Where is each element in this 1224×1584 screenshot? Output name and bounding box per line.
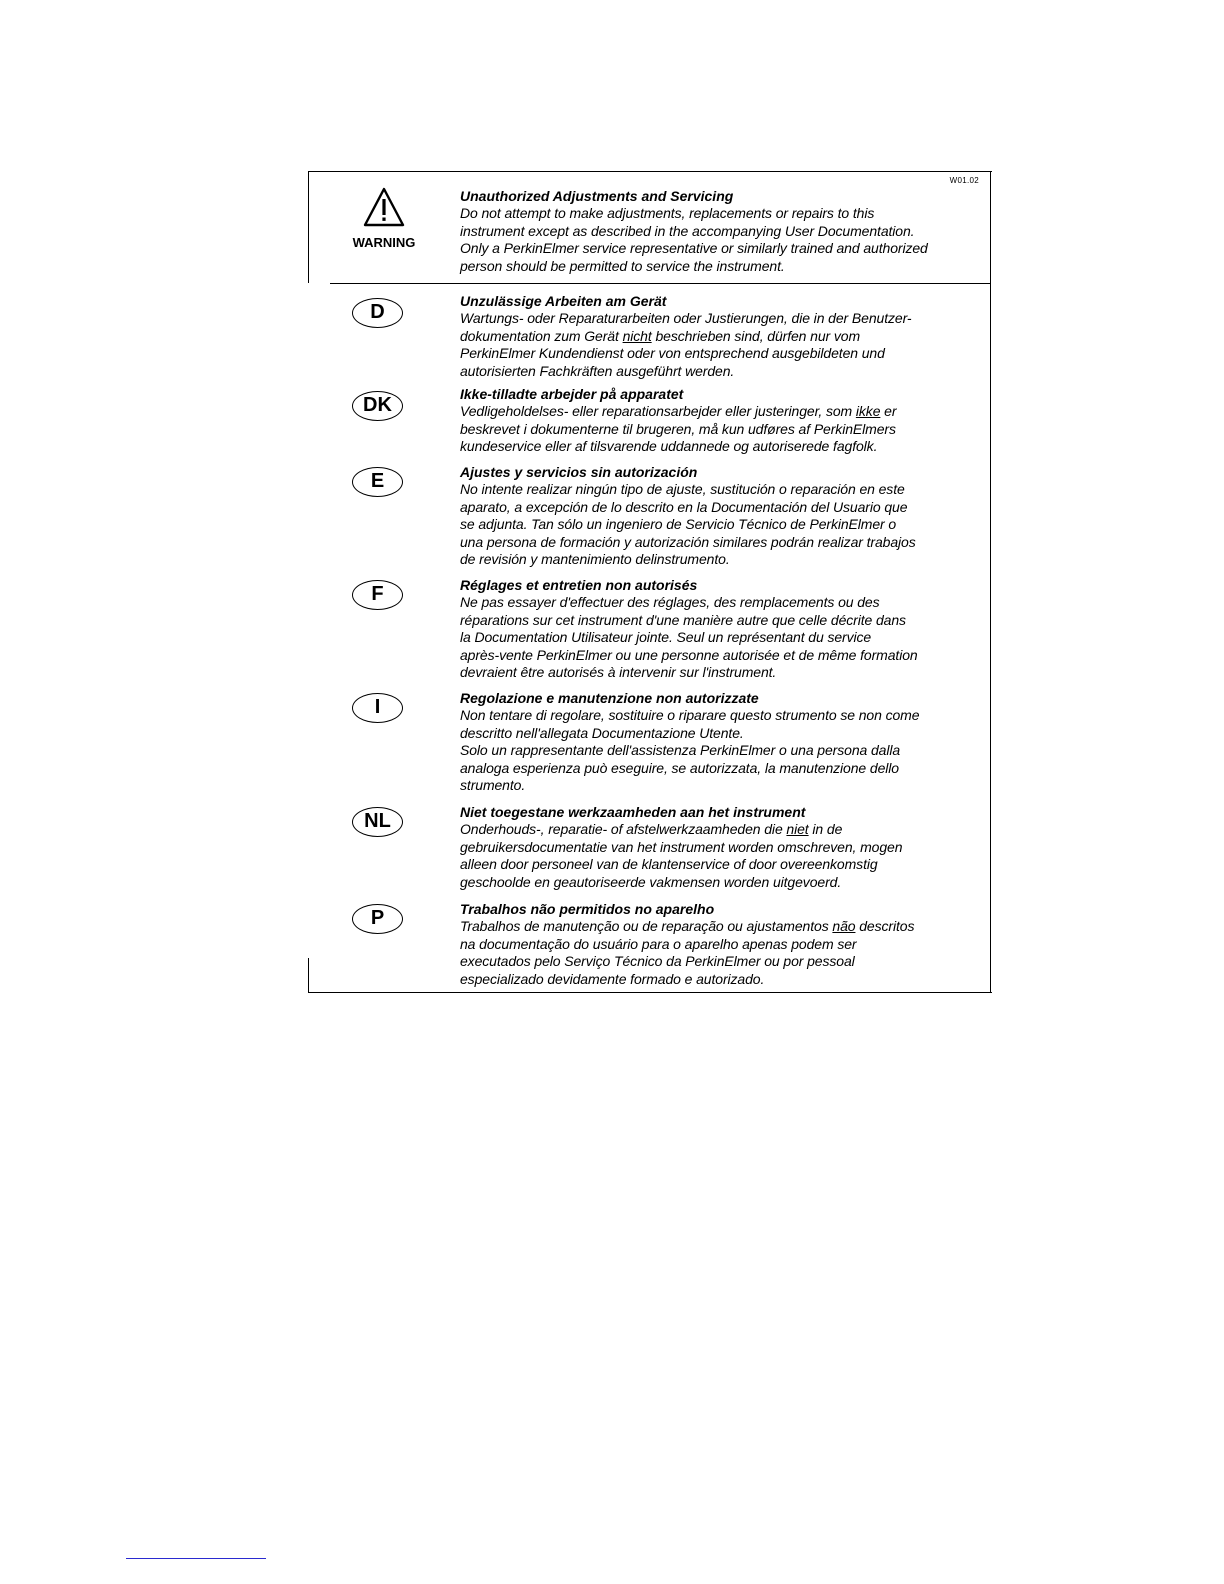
section-danish (460, 386, 986, 456)
warning-triangle-icon (362, 186, 406, 228)
emphasized-word: nicht (622, 327, 652, 344)
language-badge-it: I (352, 693, 403, 723)
box-left-border-top (308, 171, 309, 283)
french-line: réparations sur cet instrument d'une manière autre que celle décrite dans (460, 611, 906, 628)
portuguese-title: Trabalhos não permitidos no aparelho (460, 901, 715, 917)
english-line: Only a PerkinElmer service representative or similarly trained and authorized (460, 240, 928, 257)
german-line: dokumentation zum Gerät nicht beschrieben sind, dürfen nur vom (460, 327, 861, 344)
spanish-line: aparato, a excepción de lo descrito en la Documentación del Usuario que (460, 498, 908, 515)
language-badge-es: E (352, 467, 403, 497)
portuguese-line: Trabalhos de manutenção ou de reparação ou ajustamentos não descritos (460, 918, 915, 934)
emphasized-word: niet (786, 821, 809, 837)
language-badge-de: D (352, 298, 403, 328)
german-line: autorisierten Fachkräften ausgeführt werden. (460, 362, 735, 379)
portuguese-line: na documentação do usuário para o aparelho apenas podem ser (460, 935, 857, 952)
warning-label: WARNING (352, 235, 416, 250)
german-line: PerkinElmer Kundendienst oder von entsprechend ausgebildeten und (460, 345, 885, 362)
notice-code: W01.02 (949, 176, 979, 185)
english-line: instrument except as described in the accompanying User Documentation. (460, 222, 915, 239)
spanish-line: de revisión y mantenimiento delinstrumento. (460, 551, 730, 568)
dutch-title: Niet toegestane werkzaamheden aan het instrument (460, 804, 806, 820)
language-badge-fr: F (352, 580, 403, 610)
spanish-line: se adjunta. Tan sólo un ingeniero de Servicio Técnico de PerkinElmer o (460, 516, 897, 533)
german-title: Unzulässige Arbeiten am Gerät (460, 293, 667, 309)
danish-line: beskrevet i dokumenterne til brugeren, må kun udføres af PerkinElmers (460, 420, 896, 437)
spanish-line: No intente realizar ningún tipo de ajuste, sustitución o reparación en este (460, 481, 905, 497)
french-line: après-vente PerkinElmer ou une personne autorisée et de même formation (460, 646, 918, 663)
italian-line: strumento. (460, 777, 526, 794)
english-line: person should be permitted to service the instrument. (460, 257, 785, 274)
italian-title: Regolazione e manutenzione non autorizzate (460, 690, 759, 706)
danish-line: kundeservice eller af tilsvarende uddannede og autoriserede fagfolk. (460, 438, 878, 455)
emphasized-word: ikke (855, 403, 881, 419)
section-english (460, 188, 986, 275)
english-line: Do not attempt to make adjustments, replacements or repairs to this (460, 205, 875, 221)
portuguese-line: especializado devidamente formado e autorizado. (460, 970, 765, 987)
french-line: la Documentation Utilisateur jointe. Seul un représentant du service (460, 629, 872, 646)
warning-symbol (336, 186, 432, 250)
box-right-border-top (990, 171, 991, 283)
section-divider (330, 283, 991, 284)
language-badge-nl: NL (352, 807, 403, 837)
portuguese-line: executados pelo Serviço Técnico da PerkinElmer ou por pessoal (460, 953, 855, 970)
section-italian (460, 690, 986, 795)
section-portuguese (460, 901, 986, 988)
italian-line: descritto nell'allegata Documentazione Utente. (460, 724, 744, 741)
box-left-border-bottom (308, 958, 309, 993)
danish-title: Ikke-tilladte arbejder på apparatet (460, 386, 684, 402)
section-dutch (460, 804, 986, 891)
english-title: Unauthorized Adjustments and Servicing (460, 188, 734, 204)
language-badge-dk: DK (352, 391, 403, 421)
italian-line: Solo un rappresentante dell'assistenza PerkinElmer o una persona dalla (460, 742, 901, 759)
dutch-line: gebruikersdocumentatie van het instrument worden omschreven, mogen (460, 838, 903, 855)
box-right-border (990, 283, 991, 993)
language-badge-pt: P (352, 904, 403, 934)
danish-line: Vedligeholdelses- eller reparationsarbejder eller justeringer, som ikke er (460, 403, 897, 419)
dutch-line: geschoolde en geautoriseerde vakmensen worden uitgevoerd. (460, 873, 842, 890)
french-title: Réglages et entretien non autorisés (460, 577, 698, 593)
section-french (460, 577, 986, 682)
dutch-line: alleen door personeel van de klantenservice of door overeenkomstig (460, 856, 878, 873)
italian-line: analoga esperienza può eseguire, se autorizzata, la manutenzione dello (460, 759, 899, 776)
dutch-line: Onderhouds-, reparatie- of afstelwerkzaamheden die niet in de (460, 821, 843, 837)
italian-line: Non tentare di regolare, sostituire o riparare questo strumento se non come (460, 707, 920, 723)
section-german (460, 293, 986, 380)
french-line: devraient être autorisés à intervenir sur l'instrument. (460, 664, 777, 681)
german-line: Wartungs- oder Reparaturarbeiten oder Justierungen, die in der Benutzer- (460, 310, 912, 326)
emphasized-word: não (832, 918, 856, 934)
spanish-line: una persona de formación y autorización similares podrán realizar trabajos (460, 533, 916, 550)
spanish-title: Ajustes y servicios sin autorización (460, 464, 698, 480)
section-spanish (460, 464, 986, 569)
footnote-separator (126, 1558, 266, 1559)
french-line: Ne pas essayer d'effectuer des réglages, des remplacements ou des (460, 594, 880, 610)
